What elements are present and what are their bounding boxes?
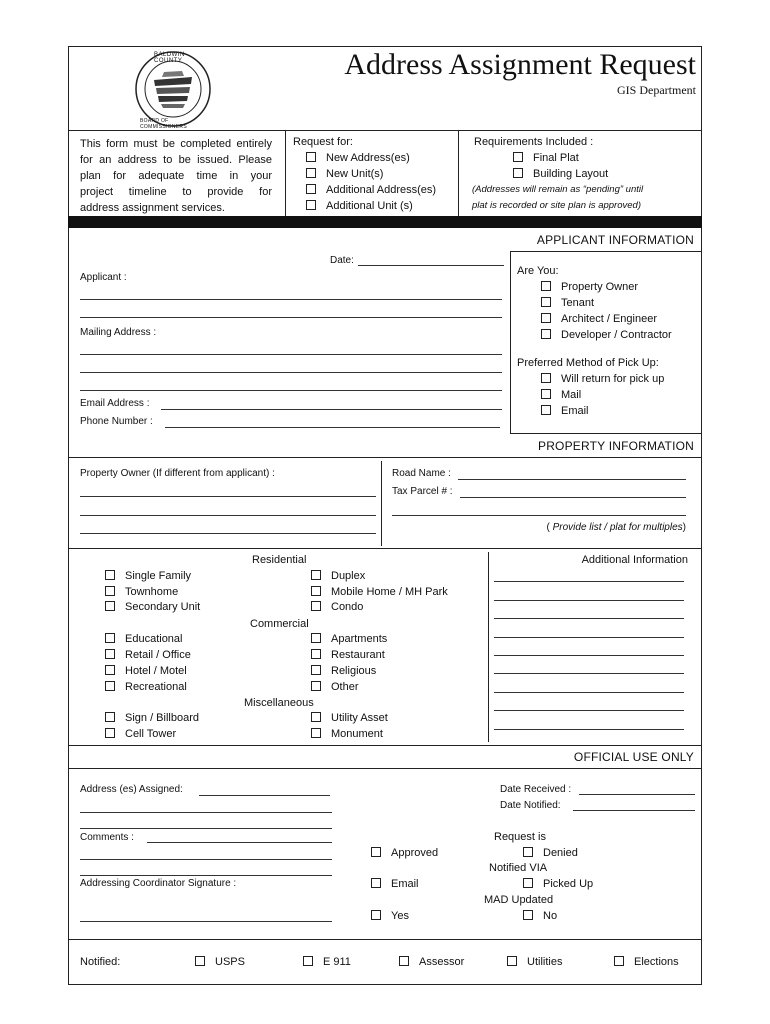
road-name-label: Road Name : xyxy=(392,468,451,479)
additional-info-field[interactable] xyxy=(494,618,684,619)
checkbox-additional-unit[interactable]: Additional Unit (s) xyxy=(306,200,413,212)
checkbox-icon xyxy=(541,281,551,291)
road-name-field[interactable] xyxy=(458,479,686,480)
checkbox-apartments[interactable]: Apartments xyxy=(311,633,387,645)
checkbox-icon xyxy=(306,200,316,210)
checkbox-retail-office[interactable]: Retail / Office xyxy=(105,649,191,661)
mailing-address-field[interactable] xyxy=(80,390,502,391)
email-address-field[interactable] xyxy=(161,409,502,410)
checkbox-religious[interactable]: Religious xyxy=(311,665,376,677)
checkbox-icon xyxy=(513,168,523,178)
checkbox-icon xyxy=(311,728,321,738)
checkbox-icon xyxy=(523,910,533,920)
checkbox-icon xyxy=(303,956,313,966)
checkbox-recreational[interactable]: Recreational xyxy=(105,681,187,693)
requirements-note: plat is recorded or site plan is approved) xyxy=(472,200,641,211)
divider xyxy=(510,433,702,434)
checkbox-icon xyxy=(541,389,551,399)
checkbox-other[interactable]: Other xyxy=(311,681,359,693)
checkbox-sign-billboard[interactable]: Sign / Billboard xyxy=(105,712,199,724)
divider xyxy=(510,251,702,252)
date-received-label: Date Received : xyxy=(500,784,572,795)
checkbox-mail[interactable]: Mail xyxy=(541,389,581,401)
section-title-official: OFFICIAL USE ONLY xyxy=(573,750,694,764)
checkbox-icon xyxy=(523,847,533,857)
comments-field[interactable] xyxy=(80,875,332,876)
signature-label: Addressing Coordinator Signature : xyxy=(80,878,237,889)
property-owner-label: Property Owner (If different from applicant) : xyxy=(80,468,275,479)
date-notified-label: Date Notified: xyxy=(500,800,561,811)
checkbox-icon xyxy=(105,586,115,596)
intro-line: address assignment services. xyxy=(80,202,225,214)
checkbox-icon xyxy=(311,665,321,675)
address-assigned-field[interactable] xyxy=(80,812,332,813)
checkbox-icon xyxy=(105,633,115,643)
checkbox-icon xyxy=(306,184,316,194)
checkbox-icon xyxy=(541,313,551,323)
divider xyxy=(68,939,702,940)
checkbox-yes[interactable]: Yes xyxy=(371,910,409,922)
checkbox-new-address[interactable]: New Address(es) xyxy=(306,152,410,164)
checkbox-property-owner[interactable]: Property Owner xyxy=(541,281,638,293)
applicant-field[interactable] xyxy=(80,317,502,318)
mad-updated-label: MAD Updated xyxy=(484,894,554,906)
checkbox-final-plat[interactable]: Final Plat xyxy=(513,152,579,164)
checkbox-elections[interactable]: Elections xyxy=(614,956,679,968)
commercial-label: Commercial xyxy=(250,618,309,630)
checkbox-icon xyxy=(105,649,115,659)
intro-line: for an address to be issued. Please xyxy=(80,154,272,166)
checkbox-icon xyxy=(105,681,115,691)
checkbox-official-email[interactable]: Email xyxy=(371,878,419,890)
checkbox-icon xyxy=(311,633,321,643)
checkbox-e911[interactable]: E 911 xyxy=(303,956,351,968)
comments-field[interactable] xyxy=(80,859,332,860)
checkbox-tenant[interactable]: Tenant xyxy=(541,297,594,309)
checkbox-icon xyxy=(507,956,517,966)
miscellaneous-label: Miscellaneous xyxy=(244,697,314,709)
checkbox-icon xyxy=(371,910,381,920)
checkbox-no[interactable]: No xyxy=(523,910,557,922)
checkbox-building-layout[interactable]: Building Layout xyxy=(513,168,608,180)
checkbox-icon xyxy=(523,878,533,888)
checkbox-approved[interactable]: Approved xyxy=(371,847,438,859)
checkbox-icon xyxy=(541,329,551,339)
tax-parcel-label: Tax Parcel # : xyxy=(392,486,453,497)
checkbox-icon xyxy=(306,152,316,162)
are-you-label: Are You: xyxy=(517,265,559,277)
date-field[interactable] xyxy=(358,265,504,266)
date-received-field[interactable] xyxy=(579,794,695,795)
form-title: Address Assignment Request xyxy=(344,48,696,81)
section-title-applicant: APPLICANT INFORMATION xyxy=(536,233,694,247)
checkbox-icon xyxy=(311,712,321,722)
checkbox-developer[interactable]: Developer / Contractor xyxy=(541,329,672,341)
property-owner-field[interactable] xyxy=(80,515,376,516)
checkbox-icon xyxy=(105,570,115,580)
checkbox-additional-address[interactable]: Additional Address(es) xyxy=(306,184,436,196)
phone-number-label: Phone Number : xyxy=(80,416,153,427)
checkbox-architect[interactable]: Architect / Engineer xyxy=(541,313,657,325)
checkbox-icon xyxy=(105,712,115,722)
checkbox-icon xyxy=(311,586,321,596)
section-title-property: PROPERTY INFORMATION xyxy=(537,439,694,453)
section-bar xyxy=(68,216,702,228)
divider xyxy=(68,745,702,746)
divider xyxy=(381,461,382,546)
checkbox-townhome[interactable]: Townhome xyxy=(105,586,178,598)
department-label: GIS Department xyxy=(617,83,696,97)
checkbox-hotel-motel[interactable]: Hotel / Motel xyxy=(105,665,187,677)
comments-field[interactable] xyxy=(147,842,332,843)
address-assigned-field[interactable] xyxy=(199,795,330,796)
additional-info-field[interactable] xyxy=(494,600,684,601)
additional-info-field[interactable] xyxy=(494,673,684,674)
additional-information-label: Additional Information xyxy=(581,554,688,566)
pickup-label: Preferred Method of Pick Up: xyxy=(517,357,659,369)
checkbox-icon xyxy=(105,728,115,738)
checkbox-icon xyxy=(311,601,321,611)
checkbox-mobile-home[interactable]: Mobile Home / MH Park xyxy=(311,586,448,598)
additional-info-field[interactable] xyxy=(494,692,684,693)
checkbox-new-unit[interactable]: New Unit(s) xyxy=(306,168,383,180)
tax-parcel-field[interactable] xyxy=(460,497,686,498)
checkbox-icon xyxy=(371,878,381,888)
divider xyxy=(68,768,702,769)
divider xyxy=(458,130,459,216)
checkbox-icon xyxy=(306,168,316,178)
intro-line: plan for adequate time in your xyxy=(80,170,272,182)
checkbox-icon xyxy=(541,297,551,307)
mailing-address-label: Mailing Address : xyxy=(80,327,157,338)
comments-label: Comments : xyxy=(80,832,134,843)
requirements-label: Requirements Included : xyxy=(474,136,594,148)
checkbox-utility-asset[interactable]: Utility Asset xyxy=(311,712,388,724)
checkbox-usps[interactable]: USPS xyxy=(195,956,245,968)
divider xyxy=(68,457,702,458)
seal-text-bottom: BOARD OF COMMISSIONERS xyxy=(140,118,187,130)
checkbox-assessor[interactable]: Assessor xyxy=(399,956,464,968)
additional-info-field[interactable] xyxy=(494,655,684,656)
date-notified-field[interactable] xyxy=(573,810,695,811)
checkbox-icon xyxy=(614,956,624,966)
seal-text-top: BALDWIN COUNTY xyxy=(154,52,185,64)
property-owner-field[interactable] xyxy=(80,533,376,534)
intro-line: project timeline to provide for xyxy=(80,186,272,198)
divider xyxy=(68,130,702,131)
checkbox-picked-up[interactable]: Picked Up xyxy=(523,878,593,890)
checkbox-icon xyxy=(399,956,409,966)
checkbox-will-return[interactable]: Will return for pick up xyxy=(541,373,664,385)
county-seal xyxy=(134,50,212,128)
checkbox-monument[interactable]: Monument xyxy=(311,728,383,740)
divider xyxy=(68,548,702,549)
request-for-label: Request for: xyxy=(293,136,353,148)
property-owner-field[interactable] xyxy=(80,496,376,497)
checkbox-icon xyxy=(541,405,551,415)
applicant-field[interactable] xyxy=(80,299,502,300)
address-assigned-field[interactable] xyxy=(80,828,332,829)
checkbox-icon xyxy=(105,665,115,675)
checkbox-cell-tower[interactable]: Cell Tower xyxy=(105,728,176,740)
email-address-label: Email Address : xyxy=(80,398,150,409)
request-is-label: Request is xyxy=(494,831,546,843)
residential-label: Residential xyxy=(252,554,307,566)
checkbox-restaurant[interactable]: Restaurant xyxy=(311,649,385,661)
checkbox-icon xyxy=(311,649,321,659)
intro-text xyxy=(80,136,272,216)
checkbox-single-family[interactable]: Single Family xyxy=(105,570,191,582)
checkbox-denied[interactable]: Denied xyxy=(523,847,578,859)
checkbox-utilities[interactable]: Utilities xyxy=(507,956,562,968)
divider xyxy=(510,251,511,433)
checkbox-icon xyxy=(311,570,321,580)
address-assigned-label: Address (es) Assigned: xyxy=(80,784,183,795)
checkbox-secondary-unit[interactable]: Secondary Unit xyxy=(105,601,200,613)
checkbox-icon xyxy=(105,601,115,611)
checkbox-educational[interactable]: Educational xyxy=(105,633,183,645)
notified-label: Notified: xyxy=(80,956,121,968)
divider xyxy=(285,130,286,216)
checkbox-email-pickup[interactable]: Email xyxy=(541,405,589,417)
property-extra-field[interactable] xyxy=(392,515,686,516)
intro-line: This form must be completed entirely xyxy=(80,138,272,150)
checkbox-duplex[interactable]: Duplex xyxy=(311,570,365,582)
checkbox-icon xyxy=(195,956,205,966)
checkbox-icon xyxy=(371,847,381,857)
checkbox-condo[interactable]: Condo xyxy=(311,601,363,613)
mailing-address-field[interactable] xyxy=(80,354,502,355)
checkbox-icon xyxy=(513,152,523,162)
mailing-address-field[interactable] xyxy=(80,372,502,373)
additional-info-field[interactable] xyxy=(494,637,684,638)
notified-via-label: Notified VIA xyxy=(489,862,548,874)
phone-number-field[interactable] xyxy=(165,427,500,428)
divider xyxy=(488,552,489,742)
additional-info-field[interactable] xyxy=(494,710,684,711)
applicant-label: Applicant : xyxy=(80,272,127,283)
requirements-note: (Addresses will remain as “pending” until xyxy=(472,184,644,195)
additional-info-field[interactable] xyxy=(494,729,684,730)
signature-field[interactable] xyxy=(80,921,332,922)
checkbox-icon xyxy=(311,681,321,691)
checkbox-icon xyxy=(541,373,551,383)
additional-info-field[interactable] xyxy=(494,581,684,582)
date-label: Date: xyxy=(330,255,354,266)
provide-note: ( Provide list / plat for multiples) xyxy=(546,522,686,533)
